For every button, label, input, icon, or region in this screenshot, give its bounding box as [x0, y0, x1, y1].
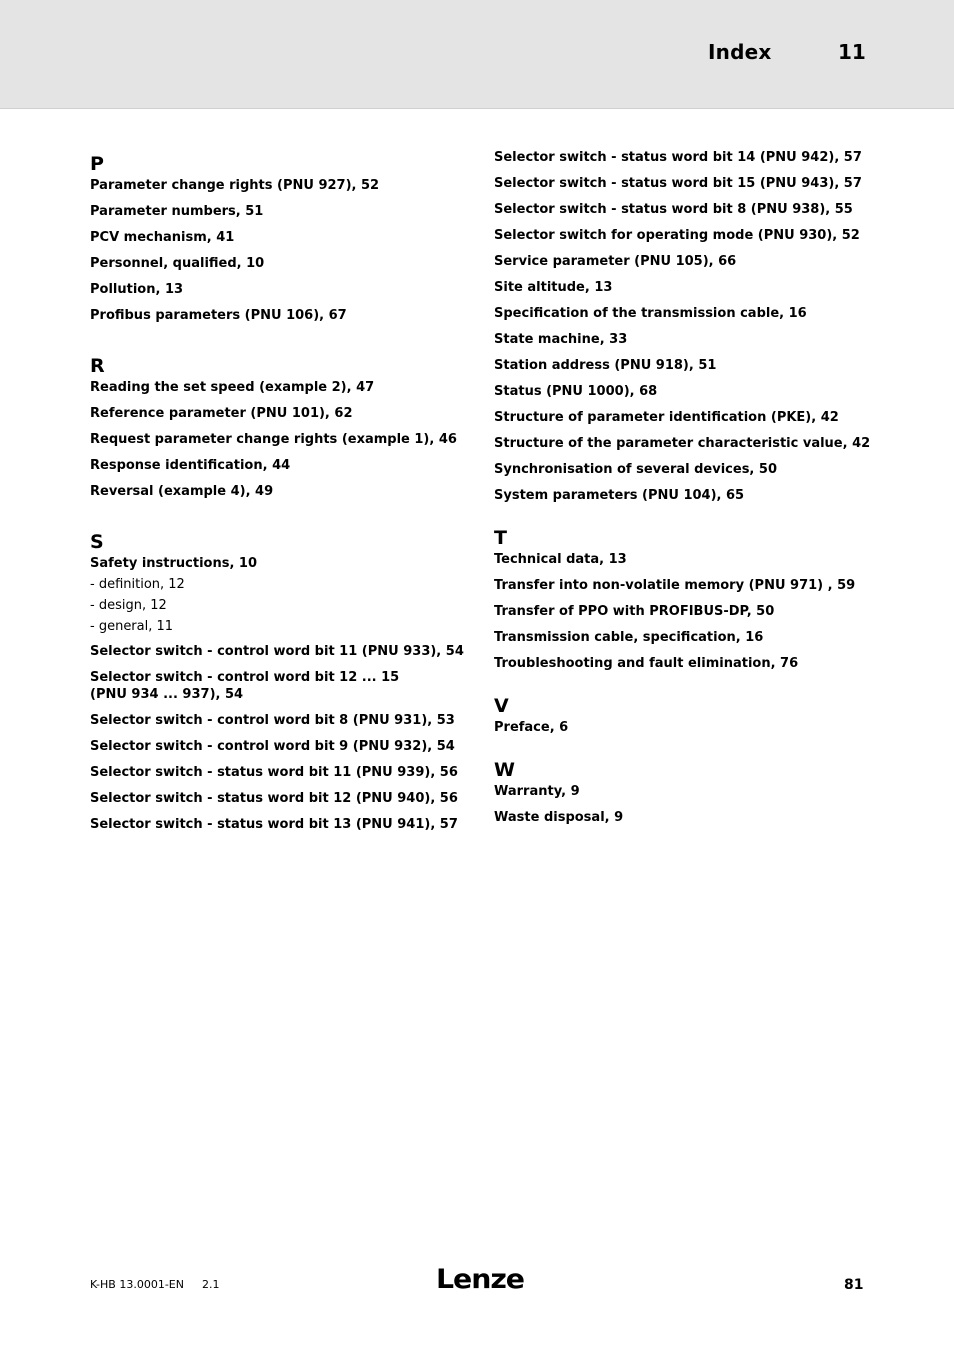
index-letter-s: S	[90, 531, 104, 553]
index-entry: Structure of the parameter characteristic value, 42	[494, 436, 871, 451]
index-entry: Technical data, 13	[494, 552, 627, 567]
index-entry: Selector switch for operating mode (PNU 930), 52	[494, 228, 860, 243]
index-entry: Warranty, 9	[494, 784, 580, 799]
page-number: 81	[844, 1277, 864, 1293]
lenze-logo: Lenze	[436, 1264, 524, 1295]
index-entry: Selector switch - control word bit 8 (PNU 931), 53	[90, 713, 455, 728]
index-entry: Selector switch - status word bit 8 (PNU 938), 55	[494, 202, 853, 217]
index-entry: Transfer into non-volatile memory (PNU 971) , 59	[494, 578, 856, 593]
index-column-left	[90, 150, 490, 843]
index-entry: Waste disposal, 9	[494, 810, 624, 825]
index-entry: Status (PNU 1000), 68	[494, 384, 658, 399]
index-entry: Station address (PNU 918), 51	[494, 358, 717, 373]
index-entry: Selector switch - status word bit 15 (PNU 943), 57	[494, 176, 862, 191]
index-subentry: - definition, 12	[90, 577, 185, 592]
index-letter-v: V	[494, 695, 509, 717]
index-entry: Service parameter (PNU 105), 66	[494, 254, 737, 269]
index-entry: Response identification, 44	[90, 458, 291, 473]
index-letter-t: T	[494, 527, 507, 549]
index-entry: Transfer of PPO with PROFIBUS-DP, 50	[494, 604, 775, 619]
index-entry: Selector switch - status word bit 12 (PNU 940), 56	[90, 791, 458, 806]
index-entry: Profibus parameters (PNU 106), 67	[90, 308, 347, 323]
index-entry-continued: (PNU 934 ... 937), 54	[90, 687, 244, 702]
index-entry: Safety instructions, 10	[90, 556, 258, 571]
index-column-right	[494, 150, 894, 836]
document-version: 2.1	[201, 1278, 220, 1291]
index-entry: System parameters (PNU 104), 65	[494, 488, 745, 503]
index-subentry: - design, 12	[90, 598, 167, 613]
index-entry: Reference parameter (PNU 101), 62	[90, 406, 353, 421]
index-entry: Selector switch - status word bit 13 (PNU 941), 57	[90, 817, 458, 832]
index-entry: Specification of the transmission cable, 16	[494, 306, 807, 321]
index-entry: PCV mechanism, 41	[90, 230, 235, 245]
index-entry: Reading the set speed (example 2), 47	[90, 380, 375, 395]
index-entry: Request parameter change rights (example 1), 46	[90, 432, 457, 447]
chapter-number: 11	[838, 40, 866, 64]
index-entry: Selector switch - control word bit 11 (PNU 933), 54	[90, 644, 464, 659]
index-entry: Parameter numbers, 51	[90, 204, 264, 219]
index-entry: Selector switch - control word bit 9 (PNU 932), 54	[90, 739, 455, 754]
index-subentry: - general, 11	[90, 619, 174, 634]
index-entry: Parameter change rights (PNU 927), 52	[90, 178, 380, 193]
document-id: K-HB 13.0001-EN	[90, 1278, 184, 1291]
page-header	[0, 0, 954, 109]
index-entry: State machine, 33	[494, 332, 628, 347]
index-entry: Pollution, 13	[90, 282, 184, 297]
index-entry: Selector switch - status word bit 14 (PNU 942), 57	[494, 150, 862, 165]
index-entry: Structure of parameter identification (PKE), 42	[494, 410, 839, 425]
index-letter-r: R	[90, 355, 105, 377]
index-entry: Troubleshooting and fault elimination, 76	[494, 656, 799, 671]
index-entry: Personnel, qualified, 10	[90, 256, 265, 271]
index-entry: Site altitude, 13	[494, 280, 613, 295]
index-letter-w: W	[494, 759, 515, 781]
index-letter-p: P	[90, 153, 104, 175]
index-entry: Preface, 6	[494, 720, 569, 735]
index-entry: Selector switch - status word bit 11 (PNU 939), 56	[90, 765, 458, 780]
chapter-title: Index	[708, 40, 772, 64]
index-entry: Reversal (example 4), 49	[90, 484, 274, 499]
index-entry: Selector switch - control word bit 12 ... 15	[90, 670, 400, 685]
footer-doc-info	[90, 1278, 219, 1291]
index-entry: Transmission cable, specification, 16	[494, 630, 764, 645]
index-entry: Synchronisation of several devices, 50	[494, 462, 777, 477]
